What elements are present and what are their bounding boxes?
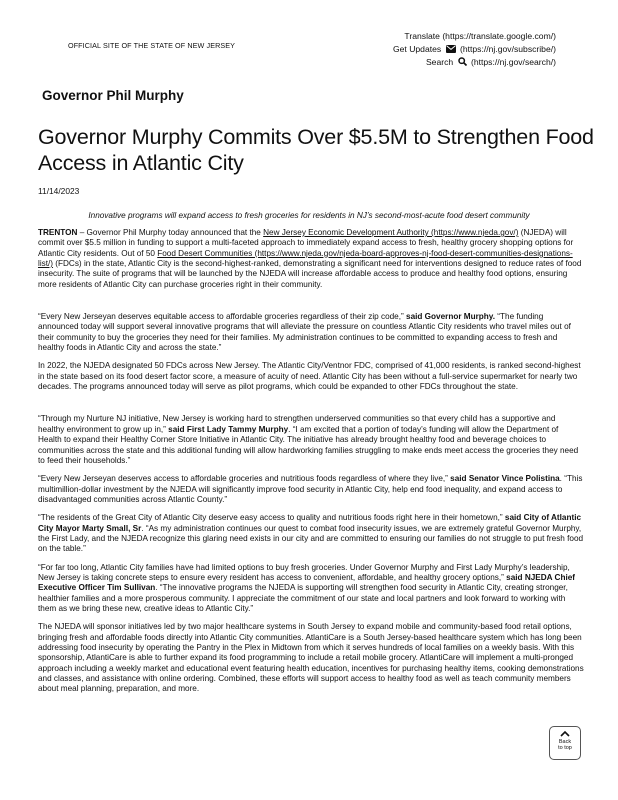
get-updates-link[interactable] <box>393 43 556 57</box>
attribution-governor: said Governor Murphy. <box>406 312 496 322</box>
page-title: Governor Murphy Commits Over $5.5M to Strengthen Food Access in Atlantic City <box>38 125 594 175</box>
paragraph-4 <box>38 414 584 466</box>
dateline: TRENTON <box>38 228 78 237</box>
njeda-link[interactable]: New Jersey Economic Development Authority (https://www.njeda.gov/) <box>263 228 519 237</box>
paragraph-1-text-c: (FDCs) in the state, Atlantic City is the second-highest-ranked, demonstrating a significant need for interventions designed to reduce rates of food insecurity. The suite of programs that will be launched by the NJEDA will increase affordable access to produce and healthy food options, ensuring more residents of Atlantic City can purchase groceries right in their community. <box>38 259 582 289</box>
search-url: (https://nj.gov/search/) <box>470 57 556 67</box>
paragraph-1-text-b: (NJEDA) will commit over $5.5 million in funding to support a multi-faceted approach to immediately expand access to fresh, healthy grocery shopping options for Atlantic City residents. Out of 50 <box>38 228 574 258</box>
attribution-first-lady: said First Lady Tammy Murphy <box>168 424 289 434</box>
quote-first-lady-cont: . “I am excited that a portion of today’s funding will allow the Department of Health to expand their Healthy Corner Store Initiative in Atlantic City. The initiative has already brought healthy food and beverage choices to communities across the state and this additional funding will allow hardworking families struggling to make ends meet access the groceries they need to feed their households.” <box>38 424 579 465</box>
paragraph-7 <box>38 563 584 615</box>
get-updates-url: (https://nj.gov/subscribe/) <box>459 43 556 54</box>
quote-ceo: “For far too long, Atlantic City families have had limited options to buy fresh groceries. Under Governor Murphy and First Lady Murphy’s leadership, New Jersey is taking concrete steps to ensure every resident has access to convenient, affordable, and healthy grocery options,” <box>38 562 570 582</box>
attribution-mayor: said City of Atlantic City Mayor Marty Small, Sr <box>38 513 582 533</box>
paragraph-1 <box>38 228 584 290</box>
quote-mayor: “The residents of the Great City of Atlantic City deserve easy access to quality and nutritious foods right here in their hometown,” <box>38 513 505 523</box>
search-icon <box>458 57 467 70</box>
quote-governor: “Every New Jerseyan deserves equitable access to affordable groceries regardless of their zip code,” <box>38 312 407 322</box>
get-updates-label: Get Updates <box>392 43 442 54</box>
attribution-senator: said Senator Vince Polistina <box>450 474 560 484</box>
back-to-top-label-2: to top <box>558 745 572 751</box>
translate-link[interactable]: Translate (https://translate.google.com/) <box>404 31 556 41</box>
publish-date: 11/14/2023 <box>38 186 80 196</box>
chevron-up-icon <box>560 730 570 737</box>
paragraph-6 <box>38 513 584 554</box>
attribution-ceo: said NJEDA Chief Executive Officer Tim Sullivan <box>38 572 576 593</box>
back-to-top-button[interactable] <box>549 726 581 760</box>
quote-first-lady: “Through my Nurture NJ initiative, New Jersey is working hard to strengthen underserved communities so that every child has a supportive and healthy environment to grow up in,” <box>38 414 556 434</box>
paragraph-1-text-a: – Governor Phil Murphy today announced that the <box>77 228 264 237</box>
search-link[interactable] <box>393 56 556 70</box>
utility-links <box>393 30 556 70</box>
governor-name-link[interactable]: Governor Phil Murphy <box>42 88 184 103</box>
food-desert-communities-link[interactable]: Food Desert Communities (https://www.njeda.gov/njeda-board-approves-nj-food-desert-communities-designations-list/) <box>38 248 573 269</box>
paragraph-2 <box>38 312 584 353</box>
quote-senator-cont: . “This multimillion-dollar investment by the NJEDA will significantly improve food security in Atlantic City, help end food inequality, and expand access to disadvantaged communities across Atlantic County.” <box>38 474 583 504</box>
article-body <box>38 228 584 703</box>
quote-ceo-cont: . “The innovative programs the NJEDA is supporting will strengthen food security in Atlantic City, creating stronger, healthier families and a more prosperous community. I appreciate the commitment of our state and local partners and look forward to working with them as we bring these new, creative ideas to Atlantic City.” <box>38 583 568 613</box>
quote-governor-cont: “The funding announced today will support several innovative programs that will alleviate the pressure on countless Atlantic City residents who travel miles out of their community to buy the groceries they need for their families. My administration continues to be committed to expanding access to fresh and healthy foods in Atlantic City and across the state.” <box>38 312 571 353</box>
official-site-label: OFFICIAL SITE OF THE STATE OF NEW JERSEY <box>68 41 236 50</box>
paragraph-3: In 2022, the NJEDA designated 50 FDCs across New Jersey. The Atlantic City/Ventnor FDC, comprised of 41,000 residents, is ranked second-highest in the state based on its food desert factor score, a measure of acuity of need. Atlantic City has been without a full-service supermarket for nearly two decades. The programs announced today will serve as pilot programs, which could be expanded to other FDCs throughout the state. <box>38 361 581 392</box>
article-subtitle: Innovative programs will expand access to fresh groceries for residents in NJ’s second-most-acute food desert community <box>88 211 530 220</box>
quote-senator: “Every New Jerseyan deserves access to affordable groceries and nutritious foods regardless of where they live,” <box>38 474 451 484</box>
paragraph-5 <box>38 474 584 505</box>
paragraph-8: The NJEDA will sponsor initiatives led by two major healthcare systems in South Jersey to expand mobile and community-based food retail options, bringing fresh and affordable foods directly into Atlantic City communities. AtlantiCare is a South Jersey-based healthcare system which has long been addressing food insecurity by operating the Pantry in the Plex in Midtown from which it serves hundreds of local families on a weekly basis. With this sponsorship, AtlantiCare is able to further expand its food programming to include a retail mobile grocery. AtlantiCare will implement a multi-pronged approach including a weekly market and educational event featuring health education, incentives for purchasing healthy items, cooking demonstrations and classes, and assistance with online ordering. Combined, these efforts will support access to healthy food as well as teach community members about meal planning, preparation, and more. <box>38 622 584 694</box>
site-header <box>0 0 618 80</box>
back-to-top-label-1: Back <box>558 739 572 745</box>
search-label: Search <box>425 57 454 67</box>
quote-mayor-cont: . “As my administration continues our quest to combat food insecurity issues, we are extremely grateful Governor Murphy, the First Lady, and the NJEDA recognize this glaring need exists in our city and are committed to ensuring our families do not struggle to put fresh food on the table.” <box>38 523 584 554</box>
envelope-icon <box>446 44 456 57</box>
